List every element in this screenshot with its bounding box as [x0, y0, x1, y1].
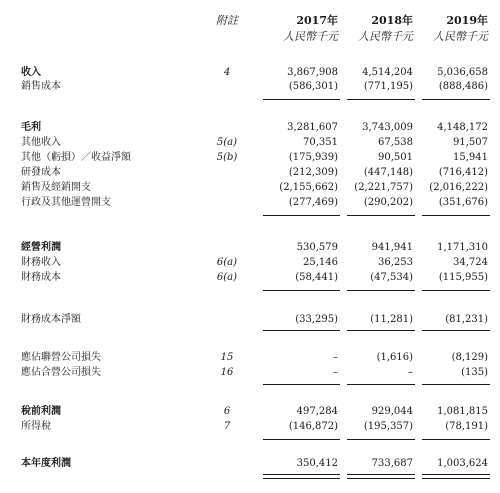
value-2017: (175,939)	[288, 152, 338, 163]
value-2019: 34,724	[453, 257, 488, 268]
value-2017: (212,309)	[288, 167, 338, 178]
value-2019: (351,676)	[438, 197, 488, 208]
value-2017: (58,441)	[295, 272, 338, 283]
row-note: 4	[223, 67, 231, 78]
subtotal-rule-2018	[347, 384, 415, 385]
row-finance-costs	[0, 271, 500, 285]
row-admin-other-expenses	[0, 196, 500, 210]
row-label: 財務成本	[21, 272, 61, 283]
value-2019: (2,016,222)	[429, 182, 488, 193]
year-header-2018	[340, 12, 413, 44]
row-label: 應佔合營公司損失	[21, 367, 101, 378]
row-other-net-gains-losses	[0, 151, 500, 165]
value-2018: (771,195)	[363, 81, 413, 92]
subtotal-rule-2018	[347, 99, 415, 100]
value-2018: 4,514,204	[362, 67, 413, 78]
row-share-of-joint-ventures-losses	[0, 366, 500, 380]
subtotal-rule-2019	[422, 439, 490, 440]
row-note: 6	[223, 406, 231, 417]
subtotal-rule-2019	[422, 290, 490, 291]
value-2018: 733,687	[371, 458, 413, 469]
row-label: 應佔聯營公司損失	[21, 352, 101, 363]
total-double-rule-2017	[263, 474, 340, 479]
value-2018: (195,357)	[363, 421, 413, 432]
year-2019-label: 2019年	[446, 14, 488, 27]
subtotal-rule-2017	[263, 290, 340, 291]
row-finance-income	[0, 256, 500, 270]
value-2018: 929,044	[371, 406, 413, 417]
note-column-header: 附註	[216, 14, 238, 27]
value-2019: (8,129)	[451, 352, 488, 363]
row-other-income	[0, 136, 500, 150]
row-label: 所得稅	[21, 421, 51, 432]
value-2019: 15,941	[453, 152, 488, 163]
value-2018: 36,253	[378, 257, 413, 268]
subtotal-rule-2018	[347, 215, 415, 216]
subtotal-rule-2017	[263, 330, 340, 331]
value-2018: 3,743,009	[362, 122, 413, 133]
subtotal-rule-2018	[347, 439, 415, 440]
row-label: 其他收入	[21, 137, 61, 148]
value-2017: 3,281,607	[287, 122, 338, 133]
subtotal-rule-2019	[422, 384, 490, 385]
row-selling-distribution	[0, 181, 500, 195]
value-2017: 3,867,908	[287, 67, 338, 78]
row-label: 財務成本淨額	[21, 314, 81, 325]
value-2018: (290,202)	[363, 197, 413, 208]
total-double-rule-2019	[422, 474, 490, 479]
value-2018: –	[408, 367, 413, 378]
unit-2018-label: 人民幣千元	[358, 30, 413, 43]
value-2019: 4,148,172	[437, 122, 488, 133]
row-label: 銷售及經銷開支	[21, 182, 91, 193]
value-2017: 70,351	[303, 137, 338, 148]
value-2018: 67,538	[378, 137, 413, 148]
year-2018-label: 2018年	[371, 14, 413, 27]
value-2018: (2,221,757)	[354, 182, 413, 193]
row-cost-of-sales	[0, 80, 500, 94]
row-label: 研發成本	[21, 167, 61, 178]
row-label: 其他（虧損）／收益淨額	[21, 152, 131, 163]
row-label: 本年度利潤	[21, 458, 71, 469]
year-2017-label: 2017年	[296, 14, 338, 27]
value-2017: 530,579	[296, 242, 338, 253]
value-2017: (146,872)	[288, 421, 338, 432]
subtotal-rule-2017	[263, 384, 340, 385]
subtotal-rule-2017	[263, 439, 340, 440]
row-label: 財務收入	[21, 257, 61, 268]
value-2017: –	[333, 367, 338, 378]
value-2019: 1,171,310	[437, 242, 488, 253]
value-2018: 941,941	[371, 242, 413, 253]
value-2017: (586,301)	[288, 81, 338, 92]
row-label: 稅前利潤	[21, 406, 61, 417]
value-2017: (33,295)	[295, 314, 338, 325]
value-2019: 1,081,815	[437, 406, 488, 417]
value-2018: 90,501	[378, 152, 413, 163]
value-2018: (1,616)	[376, 352, 413, 363]
row-net-finance-costs	[0, 313, 500, 327]
year-header-2019	[415, 12, 488, 44]
row-operating-profit	[0, 241, 500, 255]
row-profit-for-year	[0, 457, 500, 471]
row-note: 15	[220, 352, 234, 363]
value-2018: (11,281)	[370, 314, 413, 325]
row-label: 毛利	[21, 122, 41, 133]
row-label: 收入	[21, 67, 41, 78]
value-2017: 497,284	[296, 406, 338, 417]
row-label: 經營利潤	[21, 242, 61, 253]
value-2019: 5,036,658	[437, 67, 488, 78]
row-revenue	[0, 66, 500, 80]
subtotal-rule-2017	[263, 99, 340, 100]
subtotal-rule-2019	[422, 330, 490, 331]
row-note: 5(a)	[216, 137, 238, 148]
value-2019: 91,507	[453, 137, 488, 148]
subtotal-rule-2018	[347, 330, 415, 331]
row-note: 16	[220, 367, 234, 378]
value-2017: 25,146	[303, 257, 338, 268]
value-2019: (888,486)	[438, 81, 488, 92]
row-note: 6(a)	[216, 272, 238, 283]
value-2019: (716,412)	[438, 167, 488, 178]
subtotal-rule-2017	[263, 215, 340, 216]
unit-2017-label: 人民幣千元	[283, 30, 338, 43]
row-note: 6(a)	[216, 257, 238, 268]
value-2017: (277,469)	[288, 197, 338, 208]
value-2018: (447,148)	[363, 167, 413, 178]
row-income-tax	[0, 420, 500, 434]
unit-2019-label: 人民幣千元	[433, 30, 488, 43]
value-2018: (47,534)	[370, 272, 413, 283]
row-profit-before-tax	[0, 405, 500, 419]
year-header-2017	[263, 12, 338, 44]
row-note: 7	[223, 421, 231, 432]
total-double-rule-2018	[347, 474, 415, 479]
value-2017: 350,412	[296, 458, 338, 469]
value-2019: (78,191)	[445, 421, 488, 432]
row-label: 銷售成本	[21, 81, 61, 92]
subtotal-rule-2018	[347, 290, 415, 291]
row-share-of-associates-losses	[0, 351, 500, 365]
row-gross-profit	[0, 121, 500, 135]
row-label: 行政及其他運營開支	[21, 197, 111, 208]
row-rd-costs	[0, 166, 500, 180]
subtotal-rule-2019	[422, 215, 490, 216]
value-2019: (135)	[461, 367, 488, 378]
row-note: 5(b)	[216, 152, 238, 163]
value-2019: 1,003,624	[437, 458, 488, 469]
value-2019: (115,955)	[438, 272, 488, 283]
value-2017: –	[333, 352, 338, 363]
value-2019: (81,231)	[445, 314, 488, 325]
subtotal-rule-2019	[422, 99, 490, 100]
value-2017: (2,155,662)	[279, 182, 338, 193]
